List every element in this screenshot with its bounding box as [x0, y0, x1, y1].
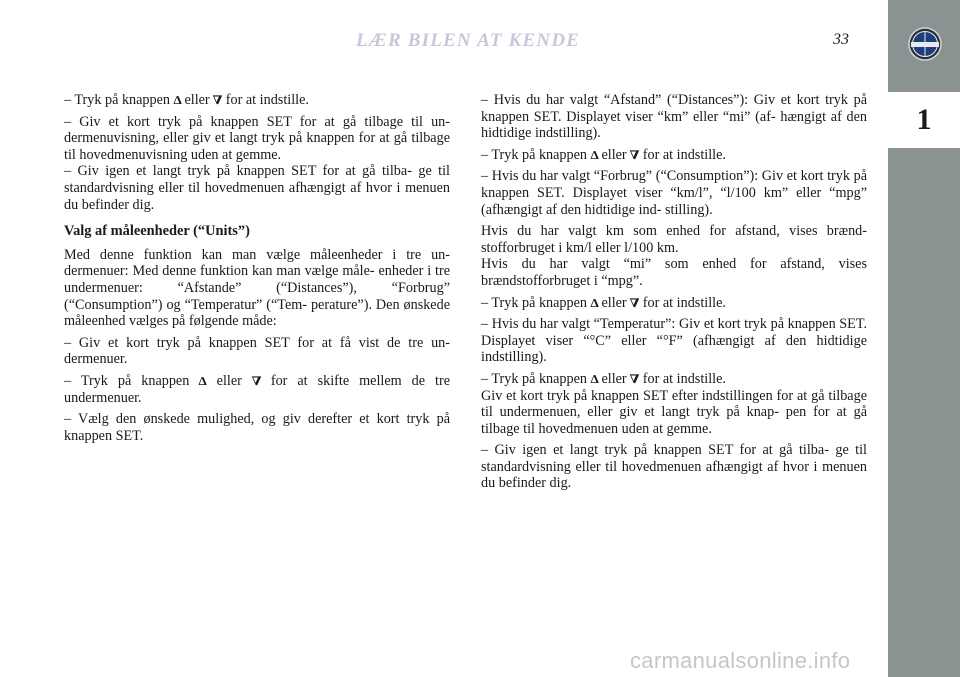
paragraph: – Hvis du har valgt “Afstand” (“Distances”): Giv et kort tryk på knappen SET. Displayet viser “km” eller “mi” (af- hængigt af den hidtidige indstilling).	[481, 92, 867, 142]
watermark: carmanualsonline.info	[630, 648, 851, 673]
paragraph: – Hvis du har valgt “Forbrug” (“Consumption”): Giv et kort tryk på knappen SET. Displayet viser “km/l”, “l/100 km” eller “mpg” (afhængigt af den hidtidige ind- stilling).	[481, 168, 867, 218]
paragraph	[481, 295, 867, 312]
up-arrow-icon: ∆	[173, 93, 182, 107]
paragraph	[481, 147, 867, 164]
paragraph: – Giv igen et langt tryk på knappen SET for at gå tilba- ge til standardvisning eller til hovedmenuen afhængigt af hvor i menuen du befinder dig.	[64, 163, 450, 213]
right-column	[481, 92, 867, 497]
text-segment: eller	[597, 370, 631, 387]
up-arrow-icon: ∆	[590, 147, 599, 162]
text-segment: for at indstille.	[639, 146, 726, 163]
text-segment: – Tryk på knappen	[481, 146, 591, 163]
down-arrow-icon: ∇	[629, 147, 640, 162]
paragraph: – Giv et kort tryk på knappen SET for at gå tilbage til un- dermenuvisning, eller giv et langt tryk på knappen for at gå tilbage til hovedmenuvisning uden at gemme.	[64, 113, 450, 163]
paragraph: Hvis du har valgt km som enhed for afstand, vises brænd- stofforbruget i km/l eller l/100 km.	[481, 223, 867, 256]
text-segment: eller	[597, 294, 631, 311]
text-segment: for at indstille.	[639, 294, 726, 311]
text-segment: for at indstille.	[639, 370, 726, 387]
text-segment: eller	[180, 92, 214, 108]
left-column	[64, 92, 450, 449]
down-arrow-icon: ∇	[212, 93, 223, 107]
paragraph: – Hvis du har valgt “Temperatur”: Giv et kort tryk på knappen SET. Displayet viser “°C” eller “°F” (afhængigt af den hidtidige indstilling).	[481, 316, 867, 366]
up-arrow-icon: ∆	[590, 295, 599, 310]
text-segment: for at indstille.	[222, 92, 309, 108]
up-arrow-icon: ∆	[198, 373, 208, 388]
page-number: 33	[833, 31, 849, 48]
paragraph: Giv et kort tryk på knappen SET efter indstillingen for at gå tilbage til undermenuen, eller giv et langt tryk på knap- pen for at gå tilbage til hovedmenuen uden at gemme.	[481, 387, 867, 437]
down-arrow-icon: ∇	[629, 295, 640, 310]
text-segment: eller	[597, 146, 631, 163]
down-arrow-icon: ∇	[251, 373, 262, 388]
paragraph: – Vælg den ønskede mulighed, og giv derefter et kort tryk på knappen SET.	[64, 411, 450, 444]
page-header-title: LÆR BILEN AT KENDE	[356, 30, 581, 51]
down-arrow-icon: ∇	[629, 371, 640, 386]
paragraph	[64, 373, 450, 406]
paragraph	[481, 371, 867, 388]
lancia-logo-icon	[908, 27, 942, 61]
paragraph: – Giv igen et langt tryk på knappen SET for at gå tilba- ge til standardvisning eller til hovedmenuen afhængigt af hvor i menuen du befinder dig.	[481, 442, 867, 492]
chapter-tab: 1	[888, 92, 960, 148]
paragraph: Med denne funktion kan man vælge måleenheder i tre un- dermenuer: Med denne funktion kan man vælge måle- enheder i tre undermenuer: “Afstande” (“Distances”), “Forbrug” (“Consumption”) og “Temperatur” (“Tem- perature”). Den ønskede måleenhed vælges på følgende måde:	[64, 246, 450, 330]
section-heading: Valg af måleenheder (“Units”)	[64, 223, 250, 240]
text-segment: – Tryk på knappen	[64, 372, 200, 389]
paragraph	[64, 92, 450, 109]
text-segment: – Tryk på knappen	[64, 92, 174, 108]
paragraph: Hvis du har valgt “mi” som enhed for afstand, vises brændstofforbruget i “mpg”.	[481, 256, 867, 289]
paragraph: – Giv et kort tryk på knappen SET for at få vist de tre un- dermenuer.	[64, 334, 450, 368]
text-segment: for at skifte mellem de tre undermenuer.	[64, 372, 450, 406]
text-segment: eller	[206, 372, 252, 389]
up-arrow-icon: ∆	[590, 371, 599, 386]
text-segment: – Tryk på knappen	[481, 294, 591, 311]
text-segment: – Tryk på knappen	[481, 370, 591, 387]
